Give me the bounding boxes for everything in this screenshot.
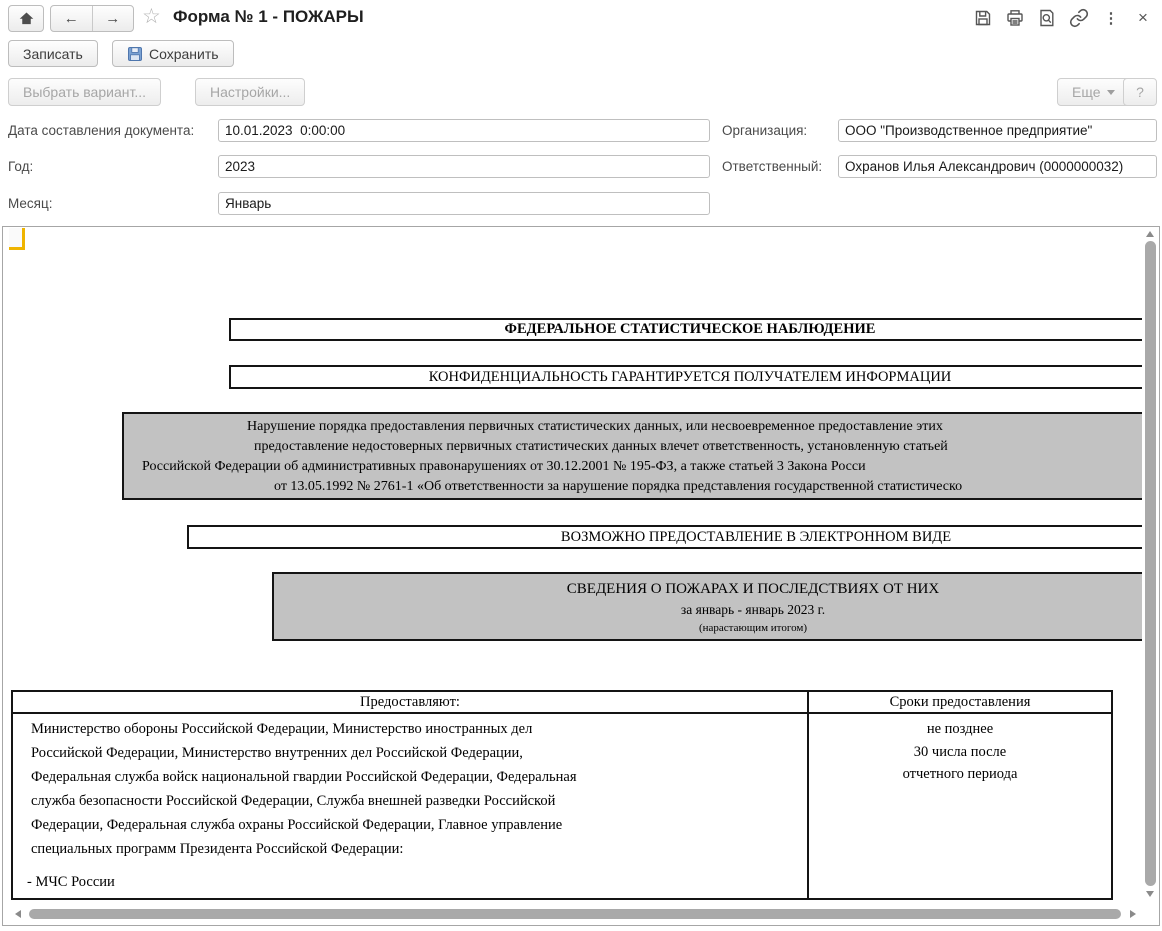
month-label: Месяц:	[8, 196, 53, 211]
print-icon[interactable]	[1004, 7, 1026, 29]
date-label: Дата составления документа:	[8, 123, 195, 138]
link-icon[interactable]	[1068, 7, 1090, 29]
forward-arrow-icon: →	[105, 10, 121, 27]
floppy-disk-icon	[127, 46, 143, 62]
deadline-text	[809, 714, 1111, 786]
organization-label: Организация:	[722, 123, 808, 138]
responsible-label: Ответственный:	[722, 159, 823, 174]
report-period: за январь - январь 2023 г.	[680, 602, 826, 617]
scroll-up-arrow-icon[interactable]	[1146, 231, 1154, 237]
month-input[interactable]	[218, 192, 710, 215]
select-variant-label: Выбрать вариант...	[23, 84, 146, 100]
organization-input[interactable]	[838, 119, 1157, 142]
select-variant-button[interactable]	[8, 78, 161, 106]
warning-line: Нарушение порядка предоставления первичных статистических данных, или несвоевременное предоставление этих	[247, 419, 943, 434]
window-toolbar-icons	[972, 7, 1154, 29]
deadline-cell	[809, 714, 1111, 898]
responsible-input[interactable]	[838, 155, 1157, 178]
warning-line: предоставление недостоверных первичных статистических данных влечет ответственность, установленную статьей	[254, 439, 948, 454]
back-arrow-icon: ←	[63, 10, 79, 27]
confidentiality-header: КОНФИДЕНЦИАЛЬНОСТЬ ГАРАНТИРУЕТСЯ ПОЛУЧАТЕЛЕМ ИНФОРМАЦИИ	[229, 365, 1151, 389]
warning-line: от 13.05.1992 № 2761-1 «Об ответственности за нарушение порядка представления государственной статистическо	[274, 479, 963, 494]
settings-button[interactable]	[195, 78, 305, 106]
report-title-box	[272, 572, 1160, 641]
electronic-submission-note: ВОЗМОЖНО ПРЕДОСТАВЛЕНИЕ В ЭЛЕКТРОННОМ ВИДЕ	[187, 525, 1160, 549]
deadline-text-line: не позднее	[926, 721, 994, 737]
providers-text-line: Министерство обороны Российской Федерации, Министерство иностранных дел	[31, 721, 533, 737]
providers-cell	[13, 714, 809, 898]
federal-observation-header: ФЕДЕРАЛЬНОЕ СТАТИСТИЧЕСКОЕ НАБЛЮДЕНИЕ	[229, 318, 1151, 341]
providers-text	[13, 714, 807, 861]
year-label: Год:	[8, 159, 34, 174]
date-input[interactable]	[218, 119, 710, 142]
favorite-star-icon[interactable]: ☆	[142, 5, 161, 28]
save-button-label: Сохранить	[149, 45, 219, 62]
vertical-scrollbar-thumb[interactable]	[1145, 241, 1156, 886]
write-button[interactable]	[8, 40, 98, 67]
providers-text-line: служба безопасности Российской Федерации, Служба внешней разведки Российской	[31, 793, 556, 809]
deadline-text-line: 30 числа после	[913, 743, 1007, 760]
providers-column-header: Предоставляют:	[13, 692, 809, 712]
report-sheet	[3, 227, 1159, 925]
forward-button[interactable]	[93, 6, 134, 31]
horizontal-scrollbar-thumb[interactable]	[29, 909, 1121, 919]
vertical-scrollbar[interactable]	[1142, 227, 1159, 903]
home-icon	[18, 10, 35, 27]
providers-text-line: Российской Федерации, Министерство внутренних дел Российской Федерации,	[31, 745, 523, 761]
preview-icon[interactable]	[1036, 7, 1058, 29]
provider-item: - МЧС России	[27, 874, 115, 890]
scroll-left-arrow-icon[interactable]	[15, 910, 21, 918]
year-input[interactable]	[218, 155, 710, 178]
deadline-text-line: отчетного периода	[902, 766, 1018, 782]
write-button-label: Записать	[23, 45, 83, 62]
violation-warning-box	[122, 412, 1157, 500]
providers-text-line: специальных программ Президента Российской Федерации:	[31, 841, 404, 857]
horizontal-scrollbar[interactable]	[3, 903, 1159, 925]
report-title: СВЕДЕНИЯ О ПОЖАРАХ И ПОСЛЕДСТВИЯХ ОТ НИХ	[566, 581, 940, 597]
scroll-down-arrow-icon[interactable]	[1146, 891, 1154, 897]
nav-buttons	[50, 5, 134, 32]
providers-table	[11, 690, 1113, 900]
report-document-area[interactable]	[2, 226, 1160, 926]
more-button[interactable]	[1057, 78, 1130, 106]
active-cell-marker	[9, 228, 25, 250]
more-menu-icon[interactable]: ⋮	[1103, 10, 1119, 27]
more-button-label: Еще	[1072, 84, 1101, 100]
providers-text-line: Федерации, Федеральная служба охраны Российской Федерации, Главное управление	[31, 817, 563, 833]
providers-table-body-row	[13, 714, 1111, 898]
deadline-column-header: Сроки предоставления	[889, 694, 1031, 710]
providers-table-header-row	[13, 692, 1111, 714]
page-title: Форма № 1 - ПОЖАРЫ	[173, 7, 364, 26]
save-button[interactable]	[112, 40, 234, 67]
warning-line: Российской Федерации об административных правонарушениях от 30.12.2001 № 195-ФЗ, а также статьей 3 Закона Росси	[142, 459, 866, 474]
help-button-label: ?	[1136, 84, 1144, 100]
save-icon[interactable]	[972, 7, 994, 29]
report-note: (нарастающим итогом)	[698, 622, 807, 634]
close-icon[interactable]: ×	[1138, 8, 1148, 27]
chevron-down-icon	[1107, 90, 1115, 95]
back-button[interactable]	[51, 6, 93, 31]
help-button[interactable]	[1123, 78, 1157, 106]
scroll-right-arrow-icon[interactable]	[1130, 910, 1136, 918]
home-button[interactable]	[8, 5, 44, 32]
settings-button-label: Настройки...	[210, 84, 291, 100]
providers-text-line: Федеральная служба войск национальной гвардии Российской Федерации, Федеральная	[31, 769, 577, 785]
